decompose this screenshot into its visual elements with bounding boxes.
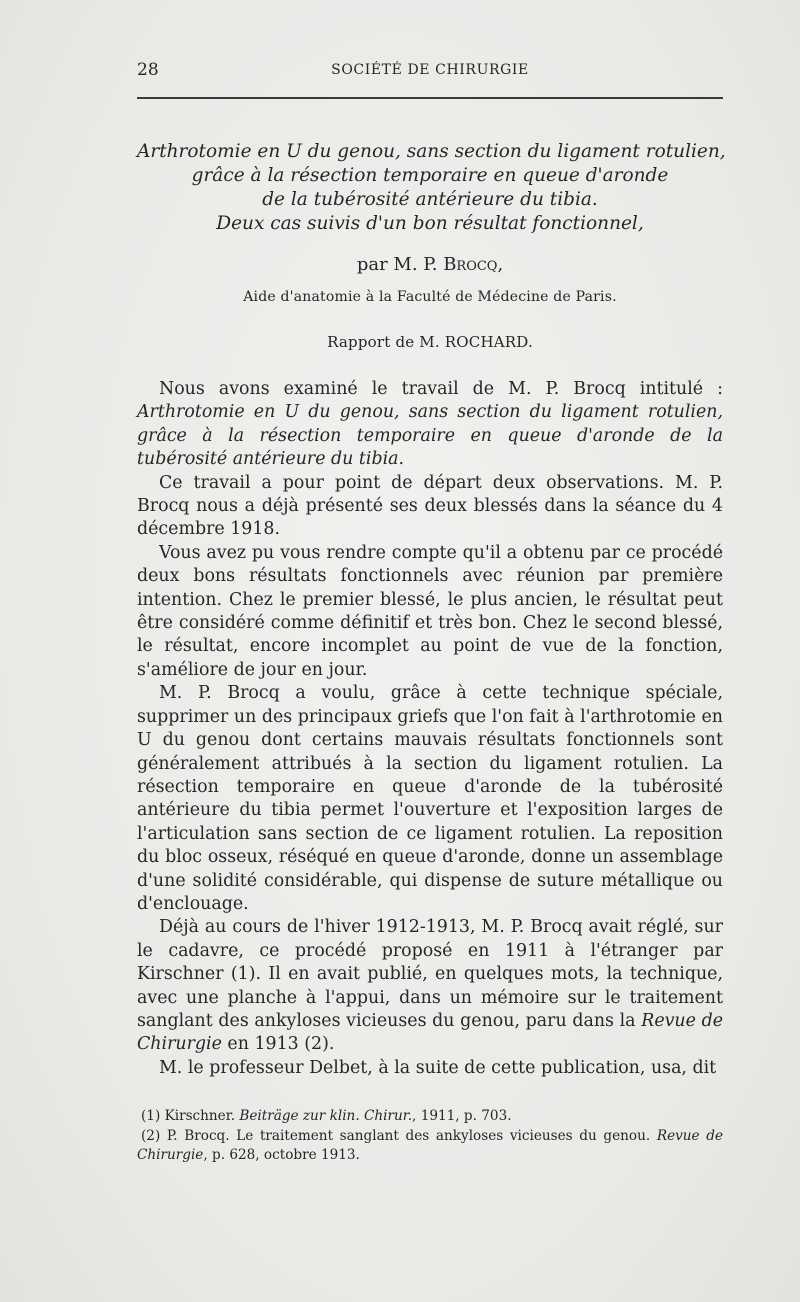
article-title — [137, 140, 726, 236]
paragraph-text: Déjà au cours de l'hiver 1912-1913, M. P. Brocq avait réglé, sur le cadavre, ce procédé proposé en 1911 à l'étranger par Kirschner (1). Il en avait publié, en quelques mots, la technique, avec une planche à l'appui, dans un mémoire sur le traitement sanglant des ankyloses vicieuses du genou, paru dans la — [137, 917, 723, 1031]
footnote-text: , p. 628, octobre 1913. — [203, 1147, 360, 1163]
footnote — [137, 1107, 723, 1127]
header-rule — [137, 97, 723, 99]
footnote-text: (1) Kirschner. — [141, 1108, 240, 1124]
paragraph: Ce travail a pour point de départ deux observations. M. P. Brocq nous a déjà présenté ses deux blessés dans la séance du 4 décembre 1918. — [137, 472, 723, 540]
byline-prefix: par M. P. — [356, 254, 444, 275]
footnote-text: , 1911, p. 703. — [412, 1108, 512, 1124]
journal-title: Revue de Chirurgie — [137, 1127, 723, 1163]
author-affiliation: Aide d'anatomie à la Faculté de Médecine de Paris. — [243, 289, 617, 305]
title-line: Arthrotomie en U du genou, sans section du ligament rotulien, — [137, 141, 726, 162]
paragraph-text: Nous avons examiné le travail de M. P. Brocq intitulé : — [159, 379, 723, 399]
footnote — [137, 1127, 723, 1166]
footnotes — [137, 1107, 723, 1166]
paragraph — [137, 916, 723, 1056]
page-number: 28 — [137, 60, 159, 80]
paragraph — [137, 378, 723, 472]
report-attribution: Rapport de M. ROCHARD. — [327, 333, 533, 351]
journal-title: Revue de Chirurgie — [137, 1010, 724, 1055]
journal-title: Beiträge zur klin. Chirur. — [239, 1108, 413, 1124]
page-header — [137, 60, 723, 86]
paragraph: Vous avez pu vous rendre compte qu'il a obtenu par ce procédé deux bons résultats fonctionnels avec réunion par première intention. Chez le premier blessé, le plus ancien, le résultat peut être considéré comme définitif et très bon. Chez le second blessé, le résultat, encore incomplet au point de vue de la fonction, s'améliore de jour en jour. — [137, 542, 723, 680]
author-name: Brocq, — [443, 254, 504, 275]
quoted-title: Arthrotomie en U du genou, sans section du ligament rotulien, grâce à la résection temporaire en queue d'aronde de la tubérosité antérieure du tibia. — [137, 402, 723, 470]
paragraph-text: en 1913 (2). — [221, 1034, 335, 1055]
title-line: de la tubérosité antérieure du tibia. — [262, 189, 598, 210]
title-line: Deux cas suivis d'un bon résultat fonctionnel, — [216, 213, 644, 234]
byline — [137, 254, 723, 275]
running-head: SOCIÉTÉ DE CHIRURGIE — [331, 62, 529, 78]
footnote-text: (2) P. Brocq. Le traitement sanglant des ankyloses vicieuses du genou. — [141, 1127, 657, 1144]
title-line: grâce à la résection temporaire en queue d'aronde — [191, 165, 669, 186]
paragraph: M. le professeur Delbet, à la suite de cette publication, usa, dit — [159, 1057, 717, 1078]
paragraph: M. P. Brocq a voulu, grâce à cette technique spéciale, supprimer un des principaux griefs que l'on fait à l'arthrotomie en U du genou dont certains mauvais résultats fonctionnels sont généralement attribués à la section du ligament rotulien. La résection temporaire en queue d'aronde de la tubérosité antérieure du tibia permet l'ouverture et l'exposition larges de l'articulation sans section de ce ligament rotulien. La reposition du bloc osseux, réséqué en queue d'aronde, donne un assemblage d'une solidité considérable, qui dispense de suture métallique ou d'enclouage. — [137, 683, 723, 914]
article-body — [137, 378, 723, 1080]
